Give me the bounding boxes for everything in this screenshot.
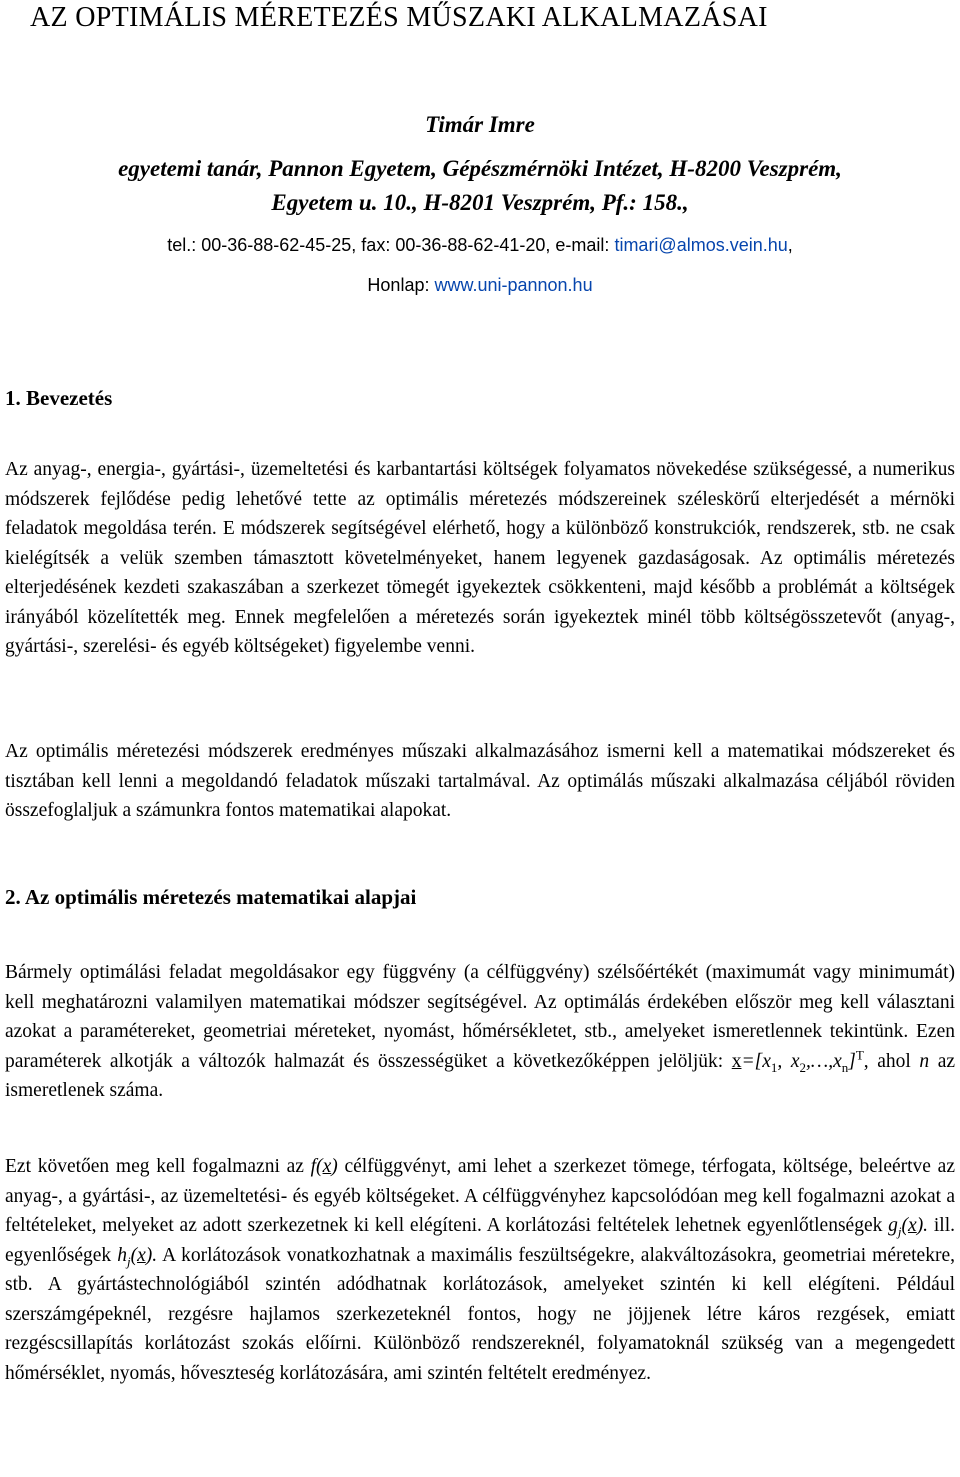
- p2-part-a: Ezt követően meg kell fogalmazni az: [5, 1156, 311, 1177]
- affiliation-line-2: Egyetem u. 10., H-8201 Veszprém, Pf.: 158.,: [271, 190, 689, 215]
- section-1-heading: 1. Bevezetés: [5, 386, 113, 410]
- author-name: Timár Imre: [425, 112, 535, 137]
- function-h: h: [117, 1244, 127, 1266]
- text-ahol: , ahol: [863, 1050, 920, 1072]
- function-h-arg: x: [137, 1244, 146, 1266]
- p2-part-d: A korlátozások vonatkozhatnak a maximális feszültségekre, alakváltozásokra, geometriai méretekre, stb. A gyártástechnológiából szintén adódhatnak korlátozások, amelyeket szintén ki kell elégíteni. Például szerszámgépeknél, rezgésre hajlamos szerkezeteknél fontos, hogy ne jöjjenek létre káros rezgések, emiatt rezgéscsillapítás korlátozást szokás előírni. Különböző rendszereknél, folyamatoknál szükség van a megengedett hőmérséklet, nyomás, hőveszteség korlátozására, ami szintén feltételt eredményez.: [5, 1244, 955, 1384]
- text-ismeretlenek: az ismeretlenek száma.: [5, 1050, 956, 1101]
- variable-n: n: [919, 1050, 930, 1072]
- paper-title: AZ OPTIMÁLIS MÉRETEZÉS MŰSZAKI ALKALMAZÁSAI: [30, 2, 768, 33]
- homepage-line: [0, 275, 960, 296]
- function-g-open: (: [901, 1215, 909, 1236]
- email-suffix: ,: [787, 235, 793, 255]
- author-affiliation: [0, 152, 960, 220]
- homepage-label: Honlap:: [367, 275, 435, 295]
- function-f-arg: x: [322, 1156, 332, 1177]
- section-1-paragraph-1: [5, 455, 955, 662]
- function-g-arg: x: [908, 1215, 917, 1236]
- vector-def-close: ]: [848, 1050, 856, 1072]
- contact-tel-fax: tel.: 00-36-88-62-45-25, fax: 00-36-88-62-41-20, e-mail:: [167, 235, 615, 255]
- function-h-sub: j: [126, 1253, 131, 1269]
- section-1-paragraph-2-text: Az optimális méretezési módszerek eredményes műszaki alkalmazásához ismerni kell a matematikai módszereket és tisztában kell lenni a megoldandó feladatok műszaki tartalmával. Az optimálás műszaki alkalmazása céljából röviden összefoglaljuk a számunkra fontos matematikai alapokat.: [5, 741, 955, 821]
- function-g: g: [888, 1215, 898, 1236]
- vector-def-xn: ,…,x: [806, 1050, 842, 1072]
- function-h-close: ).: [145, 1244, 158, 1266]
- section-2-paragraph-2: [5, 1152, 955, 1388]
- homepage-link[interactable]: www.uni-pannon.hu: [434, 275, 593, 295]
- section-2-paragraph-1: [5, 958, 955, 1106]
- section-1-paragraph-2: [5, 737, 955, 826]
- vector-def-open: =[x: [741, 1050, 771, 1072]
- subscript-n: n: [841, 1059, 849, 1075]
- function-f: f(: [310, 1156, 323, 1177]
- section-2-paragraph-1-body: Bármely optimálási feladat megoldásakor egy függvény (a célfüggvény) szélsőértékét (maximumát vagy minimumát) kell meghatározni valamilyen matematikai módszer segítségével. Az optimálás érdekében először meg kell választani azokat a paramétereket, geometriai méreteket, nyomást, hőmérsékletet, stb., amelyeket ismeretlennek tekintünk. Ezen paraméterek alkotják a változók halmazát és összességüket a következőképpen jelöljük:: [5, 962, 955, 1072]
- email-link[interactable]: timari@almos.vein.hu: [614, 235, 788, 255]
- section-2-paragraph-1-text: [5, 958, 955, 1106]
- p2-part-c: ill. egyenlőségek: [5, 1215, 955, 1266]
- vector-def-x2: , x: [777, 1050, 800, 1072]
- vector-x: x: [731, 1050, 742, 1072]
- section-2-heading: 2. Az optimális méretezés matematikai alapjai: [5, 885, 417, 909]
- subscript-2: 2: [799, 1059, 806, 1075]
- superscript-t: T: [855, 1047, 864, 1062]
- function-g-close: ).: [916, 1215, 929, 1236]
- contact-line: [0, 235, 960, 256]
- function-g-sub: j: [897, 1223, 902, 1239]
- function-f-close: ): [331, 1156, 338, 1177]
- subscript-1: 1: [770, 1059, 778, 1075]
- section-2-paragraph-2-text: [5, 1152, 955, 1388]
- affiliation-line-1: egyetemi tanár, Pannon Egyetem, Gépészmérnöki Intézet, H-8200 Veszprém,: [118, 156, 842, 181]
- function-h-open: (: [130, 1244, 138, 1266]
- p2-part-b: célfüggvényt, ami lehet a szerkezet tömege, térfogata, költsége, beleértve az anyag-, a gyártási-, az üzemeltetési- és egyéb költségeket. A célfüggvényhez kapcsolódóan meg kell fogalmazni azokat a feltételeket, melyeket az adott szerkezetnek ki kell elégíteni. A korlátozási feltételek lehetnek egyenlőtlenségek: [5, 1156, 955, 1236]
- section-1-paragraph-1-text: Az anyag-, energia-, gyártási-, üzemeltetési és karbantartási költségek folyamatos növekedése szükségessé, a numerikus módszerek fejlődése pedig lehetővé tette az optimális méretezés módszereinek széleskörű elterjedését a mérnöki feladatok megoldása terén. E módszerek segítségével elérhető, hogy a különböző konstrukciók, rendszerek, stb. ne csak kielégítsék a velük szemben támasztott követelményeket, hanem legyenek gazdaságosak. Az optimális méretezés elterjedésének kezdeti szakaszában a szerkezet tömegét igyekeztek csökkenteni, majd később a problémát a költségek irányából közelítették meg. Ennek megfelelően a méretezés során igyekeztek minél több költségösszetevőt (anyag-, gyártási-, szerelési- és egyéb költségeket) figyelembe venni.: [5, 459, 955, 657]
